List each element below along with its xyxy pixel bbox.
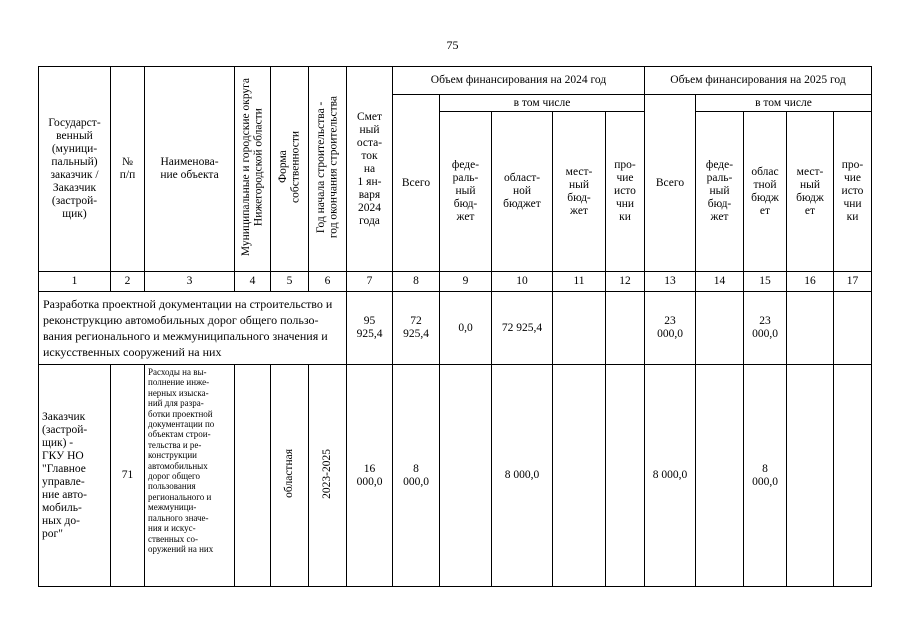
header-total-2024: Всего <box>393 95 440 272</box>
column-number: 14 <box>696 272 744 292</box>
page-number: 75 <box>446 38 459 52</box>
column-number: 5 <box>271 272 309 292</box>
header-ownership: Форма собственности <box>277 131 302 203</box>
column-number: 9 <box>440 272 492 292</box>
row-municipality <box>235 365 271 587</box>
section-balance: 95 925,4 <box>347 292 393 365</box>
header-estimated-balance: Смет ный оста- ток на 1 ян- варя 2024 года <box>347 67 393 272</box>
section-federal-2024: 0,0 <box>440 292 492 365</box>
section-federal-2025 <box>696 292 744 365</box>
header-financing-2025: Объем финансирования на 2025 год <box>645 67 872 95</box>
column-number: 8 <box>393 272 440 292</box>
row-federal-2025 <box>696 365 744 587</box>
section-regional-2025: 23 000,0 <box>744 292 787 365</box>
row-regional-2025: 8 000,0 <box>744 365 787 587</box>
row-other-2024 <box>606 365 645 587</box>
column-number: 15 <box>744 272 787 292</box>
header-including-2024: в том числе <box>440 95 645 112</box>
header-financing-2024: Объем финансирования на 2024 год <box>393 67 645 95</box>
header-municipalities: Муниципальные и городские округа Нижегородской области <box>240 77 265 257</box>
column-number: 7 <box>347 272 393 292</box>
section-local-2024 <box>553 292 606 365</box>
column-number: 3 <box>145 272 235 292</box>
header-object-name: Наименова- ние объекта <box>145 67 235 272</box>
column-number: 1 <box>39 272 111 292</box>
row-years-cell <box>309 365 347 587</box>
section-title: Разработка проектной документации на строительство и реконструкцию автомобильных дорог общего пользо- вания регионального и межмуниципального значения и искусственных сооружений на них <box>39 292 347 365</box>
header-federal-2025: феде- раль- ный бюд- жет <box>696 112 744 272</box>
header-years: Год начала строительства - год окончания строительства <box>315 95 340 239</box>
row-balance: 16 000,0 <box>347 365 393 587</box>
header-local-2024: мест- ный бюд- жет <box>553 112 606 272</box>
header-local-2025: мест- ный бюдж ет <box>787 112 834 272</box>
row-number: 71 <box>111 365 145 587</box>
column-number: 16 <box>787 272 834 292</box>
header-other-2024: про- чие исто чни ки <box>606 112 645 272</box>
column-number: 6 <box>309 272 347 292</box>
header-customer: Государст- венный (муници- пальный) заказчик / Заказчик (застрой- щик) <box>39 67 111 272</box>
column-number: 11 <box>553 272 606 292</box>
header-ownership-cell <box>271 67 309 272</box>
header-other-2025: про- чие исто чни ки <box>834 112 872 272</box>
row-customer: Заказчик (застрой- щик) - ГКУ НО "Главное управле- ние авто- мобиль- ных до- рог" <box>39 365 111 587</box>
column-number: 4 <box>235 272 271 292</box>
column-number: 2 <box>111 272 145 292</box>
row-ownership: областная <box>283 449 296 498</box>
column-number: 12 <box>606 272 645 292</box>
row-years: 2023-2025 <box>321 448 334 499</box>
row-local-2025 <box>787 365 834 587</box>
financing-table <box>38 66 872 587</box>
row-total-2024: 8 000,0 <box>393 365 440 587</box>
table-row <box>39 365 872 587</box>
header-federal-2024: феде- раль- ный бюд- жет <box>440 112 492 272</box>
column-number: 13 <box>645 272 696 292</box>
column-number-row <box>39 272 872 292</box>
row-total-2025: 8 000,0 <box>645 365 696 587</box>
header-regional-2025: облас тной бюдж ет <box>744 112 787 272</box>
row-local-2024 <box>553 365 606 587</box>
section-row <box>39 292 872 365</box>
header-total-2025: Всего <box>645 95 696 272</box>
section-local-2025 <box>787 292 834 365</box>
row-object-name: Расходы на вы- полнение инже- нерных изыска- ний для разра- ботки проектной документации по объектам строи- тельства и ре- конструкции автомобильных дорог общего пользования регионального и межмуници- пального значе- ния и искус- ственных со- оружений на них <box>145 365 235 587</box>
column-number: 10 <box>492 272 553 292</box>
section-other-2025 <box>834 292 872 365</box>
header-municipalities-cell <box>235 67 271 272</box>
row-regional-2024: 8 000,0 <box>492 365 553 587</box>
header-years-cell <box>309 67 347 272</box>
section-total-2024: 72 925,4 <box>393 292 440 365</box>
section-other-2024 <box>606 292 645 365</box>
column-number: 17 <box>834 272 872 292</box>
header-number: № п/п <box>111 67 145 272</box>
row-other-2025 <box>834 365 872 587</box>
section-regional-2024: 72 925,4 <box>492 292 553 365</box>
row-ownership-cell <box>271 365 309 587</box>
header-including-2025: в том числе <box>696 95 872 112</box>
header-regional-2024: област- ной бюджет <box>492 112 553 272</box>
row-federal-2024 <box>440 365 492 587</box>
section-total-2025: 23 000,0 <box>645 292 696 365</box>
